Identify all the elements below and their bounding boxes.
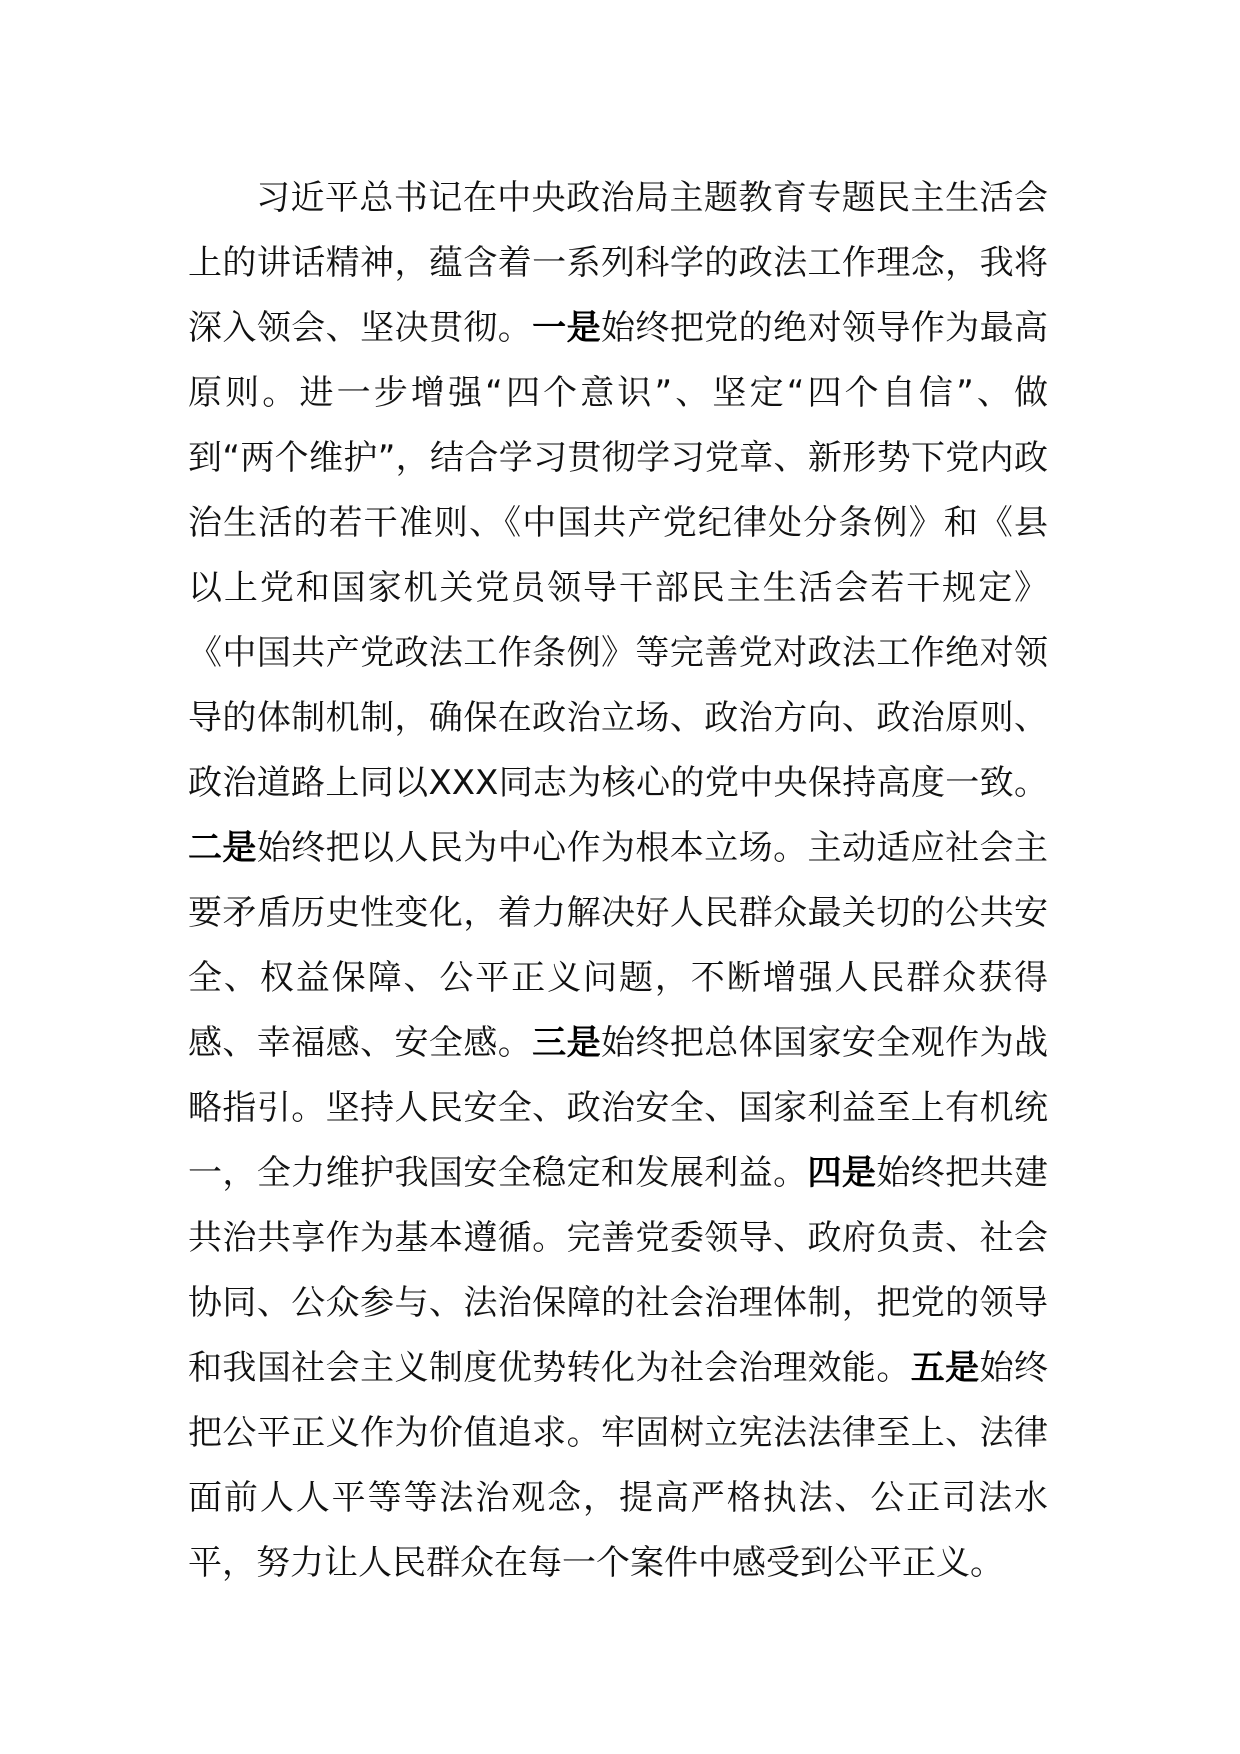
point-two-text: 始终把以人民为中心作为根本立场。主动适应社会主要矛盾历史性变化，着力解决好人民群众最关切的公共安全、权益保障、公平正义问题，不断增强人民群众获得感、幸福感、安全感。	[188, 828, 1049, 1063]
point-one-marker: 一是	[532, 308, 602, 348]
point-three-marker: 三是	[532, 1023, 602, 1063]
point-four-text: 始终把共建共治共享作为基本遵循。完善党委领导、政府负责、社会协同、公众参与、法治保障的社会治理体制，把党的领导和我国社会主义制度优势转化为社会治理效能。	[188, 1153, 1049, 1388]
body-paragraph	[188, 166, 1048, 1596]
point-one-text: 始终把党的绝对领导作为最高原则。进一步增强“四个意识”、坚定“四个自信”、做到“两个维护”，结合学习贯彻学习党章、新形势下党内政治生活的若干准则、《中国共产党纪律处分条例》和《县以上党和国家机关党员领导干部民主生活会若干规定》《中国共产党政法工作条例》等完善党对政法工作绝对领导的体制机制，确保在政治立场、政治方向、政治原则、政治道路上同以XXX同志为核心的党中央保持高度一致。	[188, 308, 1049, 803]
point-five-marker: 五是	[910, 1348, 980, 1388]
point-five-text: 始终把公平正义作为价值追求。牢固树立宪法法律至上、法律面前人人平等等法治观念，提高严格执法、公正司法水平，努力让人民群众在每一个案件中感受到公平正义。	[188, 1348, 1049, 1583]
paragraph-intro: 习近平总书记在中央政治局主题教育专题民主生活会上的讲话精神，蕴含着一系列科学的政法工作理念，我将深入领会、坚决贯彻。	[188, 178, 1048, 348]
point-two-marker: 二是	[188, 828, 257, 868]
point-four-marker: 四是	[807, 1153, 877, 1193]
point-three-text: 始终把总体国家安全观作为战略指引。坚持人民安全、政治安全、国家利益至上有机统一，全力维护我国安全稳定和发展利益。	[188, 1023, 1049, 1193]
